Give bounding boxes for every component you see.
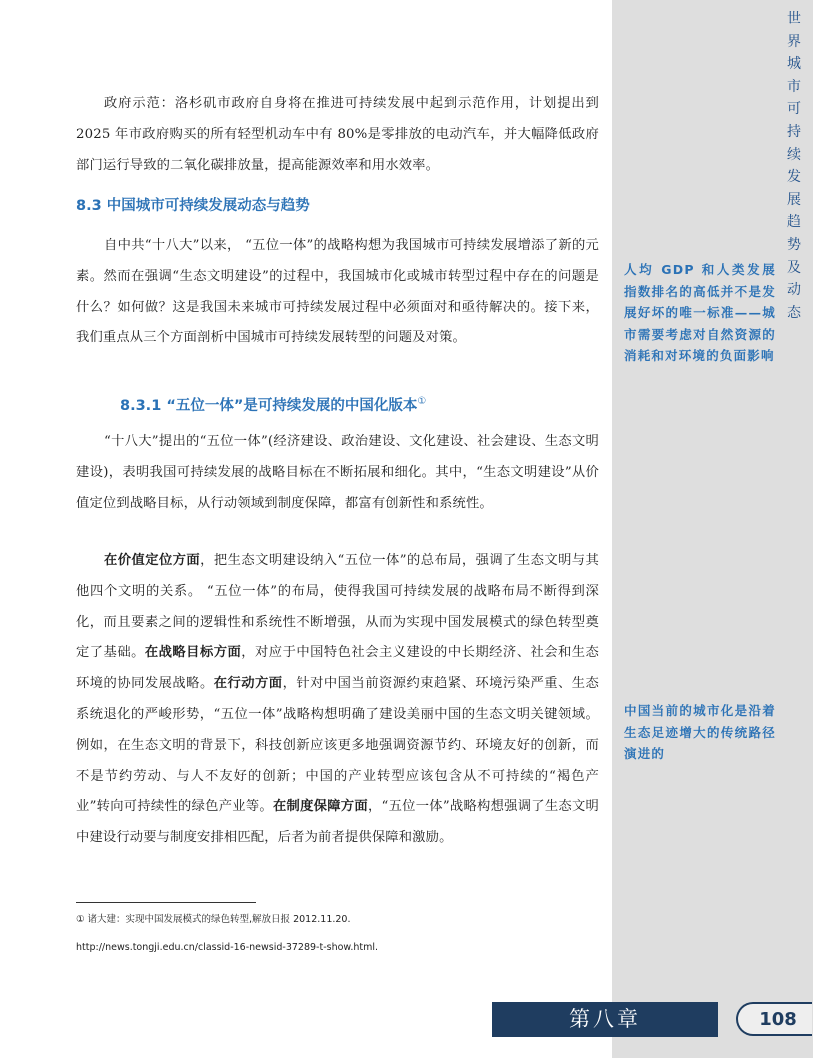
footnote-divider [76, 902, 256, 903]
text-value: ，把生态文明建设纳入“五位一体”的总布局，强调了生态文明与其他四个文明的关系。 “五位一体”的布局，使得我国可持续发展的战略布局不断得到深化，而且要素之间的逻辑性和系统性不断增强，从而为实现中国发展模式的绿色转型奠定了基础。 [76, 553, 599, 661]
subsection-paragraph-2 [76, 546, 599, 854]
section-heading-8-3: 8.3 中国城市可持续发展动态与趋势 [76, 198, 310, 214]
bold-lead-value: 在价值定位方面 [104, 553, 201, 568]
vertical-section-title: 世界城市可持续发展趋势及动态 [787, 11, 801, 321]
page-number: 108 [736, 1002, 812, 1036]
chapter-label: 第八章 [492, 1002, 718, 1037]
text-action: ，针对中国当前资源约束趋紧、环境污染严重、生态系统退化的严峻形势，“五位一体”战略构想明确了建设美丽中国的生态文明关键领域。例如，在生态文明的背景下，科技创新应该更多地强调资源节约、环境友好的创新，而不是节约劳动、与人不友好的创新；中国的产业转型应该包含从不可持续的“褐色产业”转向可持续性的绿色产业等。 [76, 676, 599, 815]
footnote-marker: ① [417, 396, 427, 408]
margin-note-1: 人均 GDP 和人类发展指数排名的高低并不是发展好坏的唯一标准——城市需要考虑对自然资源的消耗和对环境的负面影响 [624, 262, 776, 363]
text-system: ，“五位一体”战略构想强调了生态文明中建设行动要与制度安排相匹配，后者为前者提供保障和激励。 [76, 799, 599, 846]
subsection-heading-8-3-1 [120, 394, 426, 415]
intro-paragraph: 政府示范：洛杉矶市政府自身将在推进可持续发展中起到示范作用，计划提出到 2025 年市政府购买的所有轻型机动车中有 80%是零排放的电动汽车，并大幅降低政府部门运行导致的二氧化碳排放量，提高能源效率和用水效率。 [76, 96, 599, 173]
margin-note-2: 中国当前的城市化是沿着生态足迹增大的传统路径演进的 [624, 703, 776, 761]
bold-lead-goal: 在战略目标方面 [144, 645, 242, 661]
text-goal: ，对应于中国特色社会主义建设的中长期经济、社会和生态环境的协同发展战略。 [76, 645, 599, 692]
footnote-url: http://news.tongji.edu.cn/classid-16-newsid-37289-t-show.html. [76, 942, 378, 953]
footnote-citation: ① 诸大建：实现中国发展模式的绿色转型,解放日报 2012.11.20. [76, 914, 351, 925]
subsection-heading-text: 8.3.1 “五位一体”是可持续发展的中国化版本 [120, 398, 418, 414]
section-8-3-paragraph: 自中共“十八大”以来， “五位一体”的战略构想为我国城市可持续发展增添了新的元素。然而在强调“生态文明建设”的过程中，我国城市化或城市转型过程中存在的问题是什么？如何做？这是我国未来城市可持续发展过程中必须面对和亟待解决的。接下来，我们重点从三个方面剖析中国城市可持续发展转型的问题及对策。 [76, 238, 599, 346]
subsection-paragraph-1: “十八大”提出的“五位一体”(经济建设、政治建设、文化建设、社会建设、生态文明建设)，表明我国可持续发展的战略目标在不断拓展和细化。其中，“生态文明建设”从价值定位到战略目标，从行动领域到制度保障，都富有创新性和系统性。 [76, 434, 599, 511]
bold-lead-system: 在制度保障方面 [272, 799, 368, 815]
bold-lead-action: 在行动方面 [213, 676, 283, 692]
